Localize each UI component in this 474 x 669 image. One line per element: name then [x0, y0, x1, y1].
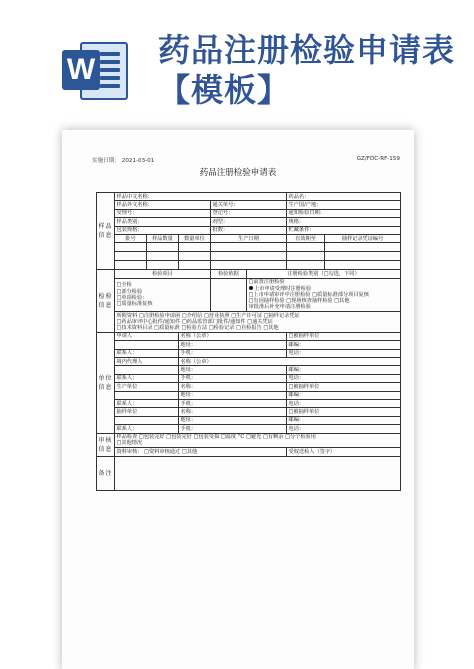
sample-row-4	[97, 218, 401, 226]
remark-label: 备注	[97, 456, 115, 490]
unit-info-section-label: 单位信息	[97, 332, 115, 433]
batch-header-expiry: 有效期至	[287, 234, 325, 242]
material-check-cell	[115, 448, 287, 456]
batch-cell[interactable]	[147, 243, 179, 252]
item-standard-review[interactable]: □质量标准复核	[116, 301, 153, 308]
inspection-basis-header: 检验依据	[211, 270, 247, 278]
type-other[interactable]: □其他	[334, 298, 350, 305]
sample-row-2	[97, 201, 401, 209]
batch-row	[97, 252, 401, 261]
sampler-contact-field[interactable]: 联系人：	[115, 425, 179, 433]
batch-header-unit: 数量单位	[179, 234, 211, 242]
word-letter-icon: W	[62, 50, 100, 90]
inspection-types	[247, 278, 401, 311]
accept-no-field[interactable]: 受理号：	[115, 209, 211, 217]
agent-tel-field[interactable]: 电话：	[287, 374, 401, 382]
batch-cell[interactable]	[211, 261, 287, 270]
remark-field[interactable]	[115, 456, 401, 490]
batch-cell[interactable]	[115, 252, 147, 261]
producer-label: 生产单位	[115, 383, 179, 391]
agent-spacer	[115, 366, 179, 374]
attached-files-cell	[115, 312, 401, 333]
batch-count-field[interactable]: 批数：	[211, 226, 287, 234]
batch-cell[interactable]	[115, 243, 147, 252]
banner-title: 药品注册检验申请表【模板】	[158, 31, 456, 109]
type-accepted-label: 上市申请受理时注册检验	[254, 285, 312, 292]
review-row-2	[97, 448, 401, 456]
applicant-address-field[interactable]: 地址：	[179, 341, 287, 349]
sampler-spacer	[115, 416, 179, 424]
remark-row	[97, 456, 401, 490]
review-info-section-label: 审核信息	[97, 433, 115, 456]
sampler-phone-field[interactable]: 手机：	[179, 425, 287, 433]
sample-check-label: 样品检查	[116, 434, 138, 441]
producer-country-field[interactable]: 生产国/产地：	[287, 201, 401, 209]
sampler-row-2	[97, 416, 401, 424]
batch-header-row	[97, 234, 401, 242]
storage-field[interactable]: 贮藏条件：	[287, 226, 401, 234]
attached-files-options-2[interactable]: □药品审评中心批件/通知件 □药品监管部门批件/通知件 □通关凭证	[116, 318, 273, 325]
applicant-spacer	[115, 341, 179, 349]
item-full-check[interactable]: □全检	[116, 282, 132, 289]
producer-row-3	[97, 399, 401, 407]
sample-en-name-field[interactable]: 样品外文名称：	[115, 201, 211, 209]
batch-cell[interactable]	[287, 261, 325, 270]
document-code: GZ/FDC-RF-159	[356, 156, 400, 162]
producer-address-field[interactable]: 地址：	[179, 391, 287, 399]
batch-cell[interactable]	[325, 243, 401, 252]
batch-cell[interactable]	[147, 261, 179, 270]
type-under-review-label[interactable]: □上市申请审评中注册检验	[248, 291, 311, 298]
effective-date	[92, 156, 154, 164]
batch-row	[97, 261, 401, 270]
type-pre-registration[interactable]: □前置注册检验	[248, 279, 285, 286]
producer-phone-field[interactable]: 手机：	[179, 399, 287, 407]
batch-cell[interactable]	[179, 261, 211, 270]
sampler-row-3	[97, 425, 401, 433]
sampler-address-field[interactable]: 地址：	[179, 416, 287, 424]
producer-row-2	[97, 391, 401, 399]
agent-label: 境内代理人	[115, 358, 179, 366]
document-page	[62, 130, 414, 669]
batch-row	[97, 243, 401, 252]
batch-header-batch-no: 批号	[115, 234, 147, 242]
type-standard-partial-review[interactable]: □质量标准部分项目复核	[312, 291, 369, 298]
inspection-body-row	[97, 278, 401, 311]
attached-files-options-3[interactable]: □技术资料目录 □质量标准 □检验方法 □检验记录 □自检报告 □其他	[116, 325, 279, 332]
applicant-contact-field[interactable]: 联系人：	[115, 349, 179, 357]
inspection-item-header: 检验项目	[115, 270, 211, 278]
register-no-field[interactable]: 登记号：	[211, 209, 287, 217]
producer-zip-field[interactable]: 邮编：	[287, 391, 401, 399]
sampler-name-field[interactable]: 名称：	[179, 408, 287, 416]
batch-cell[interactable]	[115, 261, 147, 270]
applicant-row-3	[97, 349, 401, 357]
applicant-row-1	[97, 332, 401, 340]
package-spec-field[interactable]: 包装规格：	[115, 226, 211, 234]
word-document-icon	[62, 38, 130, 104]
material-check-options[interactable]: □资料审核通过 □其他	[144, 448, 198, 455]
agent-phone-field[interactable]: 手机：	[179, 374, 287, 382]
document-banner	[0, 0, 474, 128]
inbound-no-field[interactable]: 通关单号：	[211, 201, 287, 209]
applicant-sampled-flag[interactable]: □被抽样单位	[287, 332, 401, 340]
batch-cell[interactable]	[211, 243, 287, 252]
sample-row-1	[97, 193, 401, 201]
sample-check-cell	[115, 433, 401, 448]
agent-row-3	[97, 374, 401, 382]
producer-sampled-flag[interactable]: □被抽样单位	[287, 383, 401, 391]
agent-name-field[interactable]: 名称（公章）	[179, 358, 401, 366]
effective-date-value: 2021-03-01	[121, 158, 155, 164]
batch-cell[interactable]	[211, 252, 287, 261]
applicant-name-field[interactable]: 名称（公章）	[179, 332, 287, 340]
sample-row-3	[97, 209, 401, 217]
batch-cell[interactable]	[147, 252, 179, 261]
batch-cell[interactable]	[287, 243, 325, 252]
producer-tel-field[interactable]: 电话：	[287, 399, 401, 407]
notice-date-field[interactable]: 通知检验日期：	[287, 209, 401, 217]
sample-info-section-label: 样品信息	[97, 193, 115, 270]
agent-address-field[interactable]: 地址：	[179, 366, 287, 374]
type-onsite-sampling[interactable]: □现场核查抽样检验	[286, 298, 333, 305]
attached-files-options-1[interactable]: □注册检验申请函 □介绍信 □营业执照 □生产许可证 □抽样记录凭证	[138, 312, 300, 319]
agent-row-2	[97, 366, 401, 374]
light-option[interactable]: □避光	[246, 434, 262, 441]
sampler-row-1	[97, 408, 401, 416]
material-check-label: 资料审核：	[116, 448, 143, 455]
spec-field[interactable]: 规格：	[287, 218, 401, 226]
sampler-sampled-flag[interactable]: □被抽样单位	[287, 408, 401, 416]
item-single-check[interactable]: □单项检验：	[116, 294, 148, 301]
inspection-header-row	[97, 270, 401, 278]
batch-header-production-date: 生产日期	[211, 234, 287, 242]
applicant-row-2	[97, 341, 401, 349]
producer-name-field[interactable]: 名称：	[179, 383, 287, 391]
application-form-table	[96, 192, 401, 491]
receiver-signature-field[interactable]: 受权送检人（签字）	[287, 448, 401, 456]
batch-cell[interactable]	[325, 261, 401, 270]
temperature-unit: °C	[237, 434, 245, 441]
category-field[interactable]: 样品类别：	[115, 218, 211, 226]
split-check-option[interactable]: □分个检验用	[285, 434, 316, 441]
inspection-type-header: 注册检验类别（□勾选，下同）	[247, 270, 401, 278]
batch-cell[interactable]	[179, 252, 211, 261]
attached-files-label: 所附资料	[116, 312, 138, 319]
sampler-label: 抽样单位	[115, 408, 179, 416]
applicant-tel-field[interactable]: 电话：	[287, 349, 401, 357]
inspection-items	[115, 278, 211, 311]
sample-check-options[interactable]: □包装完好 □包装完好 □包装受损 □温度	[138, 434, 237, 441]
type-cause-sampling[interactable]: □有因抽样检验	[248, 298, 285, 305]
type-supplement[interactable]: 审批准后补充申请注册检验	[248, 304, 311, 311]
form-title: 药品注册检验申请表	[199, 168, 277, 178]
sample-row-5	[97, 226, 401, 234]
sampler-zip-field[interactable]: 邮编：	[287, 416, 401, 424]
producer-spacer	[115, 391, 179, 399]
inspection-basis-cell[interactable]	[211, 278, 247, 311]
producer-contact-field[interactable]: 联系人：	[115, 399, 179, 407]
sample-cn-name-field[interactable]: 样品中文名称：	[115, 193, 287, 201]
batch-header-sampling-record: 抽样记录凭证编号	[325, 234, 401, 242]
inspection-info-section-label: 检验信息	[97, 270, 115, 332]
batch-cell[interactable]	[325, 252, 401, 261]
effective-date-label: 实施日期：	[92, 158, 120, 164]
agent-contact-field[interactable]: 联系人：	[115, 374, 179, 382]
applicant-label: 申请人	[115, 332, 179, 340]
remaining-option[interactable]: □有剩余	[262, 434, 284, 441]
applicant-zip-field[interactable]: 邮编：	[287, 341, 401, 349]
selected-radio-icon	[249, 286, 254, 291]
dosage-field[interactable]: 剂型：	[211, 218, 287, 226]
other-situation-option[interactable]: □其他情况	[116, 440, 143, 447]
agent-zip-field[interactable]: 邮编：	[287, 366, 401, 374]
item-partial-check[interactable]: □部分检验	[116, 288, 143, 295]
agent-row-1	[97, 358, 401, 366]
attached-files-row	[97, 312, 401, 333]
batch-cell[interactable]	[287, 252, 325, 261]
producer-row-1	[97, 383, 401, 391]
sampler-tel-field[interactable]: 电话：	[287, 425, 401, 433]
batch-header-quantity: 样品数量	[147, 234, 179, 242]
applicant-phone-field[interactable]: 手机：	[179, 349, 287, 357]
review-row-1	[97, 433, 401, 448]
batch-cell[interactable]	[179, 243, 211, 252]
drug-name-field[interactable]: 药品名：	[287, 193, 401, 201]
